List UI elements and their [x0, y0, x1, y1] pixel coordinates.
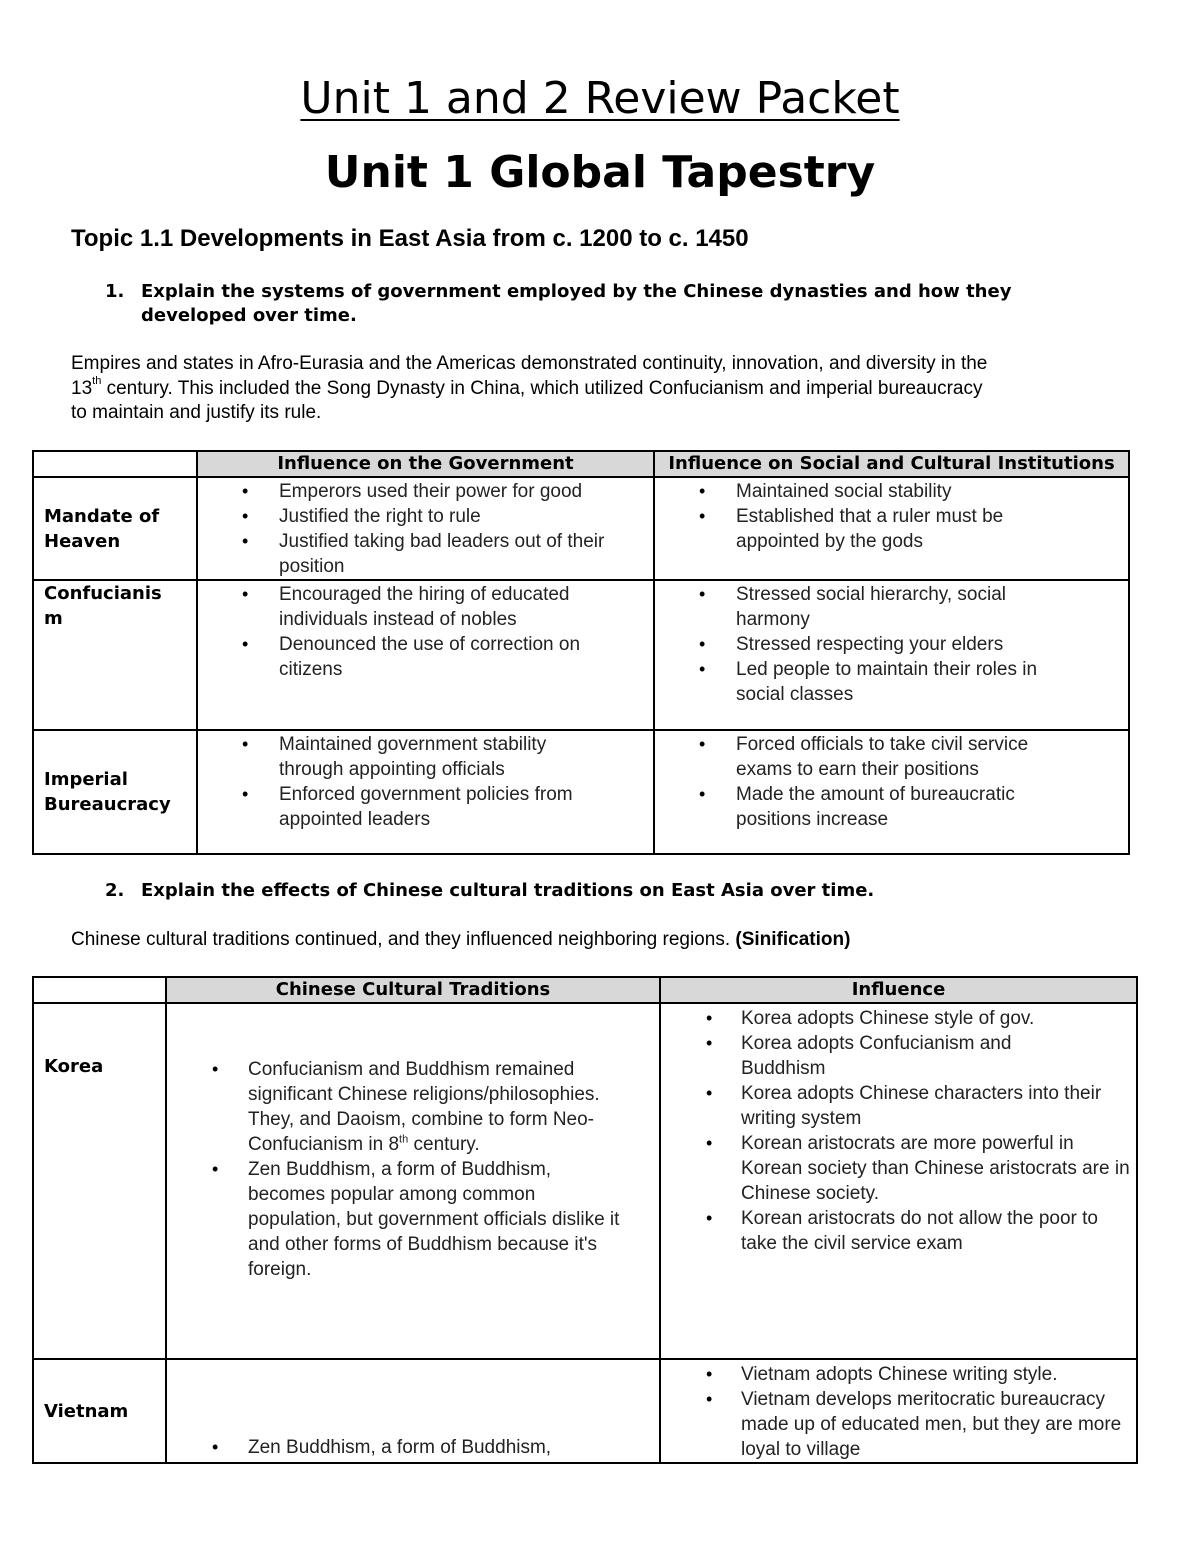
row-label: Mandate of Heaven	[33, 477, 197, 580]
header-cell: Influence on Social and Cultural Institutions	[654, 451, 1129, 477]
table-header-row	[33, 977, 1137, 1003]
list-item: • Korea adopts Chinese style of gov.	[661, 1006, 1136, 1031]
list-item: • Zen Buddhism, a form of Buddhism,	[167, 1435, 659, 1460]
question-text: Explain the effects of Chinese cultural traditions on East Asia over time.	[141, 880, 875, 901]
intro-line: to maintain and justify its rule.	[71, 402, 322, 423]
table-row	[33, 477, 1129, 580]
list-item: • Forced officials to take civil service exams to earn their positions	[655, 732, 1128, 782]
gov-cell	[197, 580, 654, 730]
table-row	[33, 580, 1129, 730]
traditions-cell	[166, 1359, 660, 1463]
list-item: • Encouraged the hiring of educated individuals instead of nobles	[198, 582, 653, 632]
intro-line: 13th century. This included the Song Dynasty in China, which utilized Confucianism and imperial bureaucracy	[71, 375, 983, 399]
list-item: • Established that a ruler must be appointed by the gods	[655, 504, 1128, 554]
header-cell: Chinese Cultural Traditions	[166, 977, 660, 1003]
intro-paragraph-2: Chinese cultural traditions continued, and they influenced neighboring regions. (Sinification)	[71, 929, 851, 950]
row-label: Imperial Bureaucracy	[33, 730, 197, 854]
list-item: • Maintained social stability	[655, 479, 1128, 504]
list-item: • Stressed social hierarchy, social harmony	[655, 582, 1128, 632]
list-item: • Enforced government policies from appointed leaders	[198, 782, 653, 832]
list-item: • Korean aristocrats do not allow the poor to take the civil service exam	[661, 1206, 1136, 1256]
question-text-line2: developed over time.	[141, 305, 357, 326]
header-cell	[33, 977, 166, 1003]
traditions-cell	[166, 1003, 660, 1359]
row-label: Vietnam	[33, 1359, 166, 1463]
header-cell: Influence on the Government	[197, 451, 654, 477]
list-item: • Korea adopts Chinese characters into their writing system	[661, 1081, 1136, 1131]
question-1	[105, 280, 1105, 330]
intro-paragraph-1	[71, 352, 1131, 426]
cultural-traditions-table	[32, 976, 1138, 1464]
list-item: • Made the amount of bureaucratic positions increase	[655, 782, 1128, 832]
list-item: • Justified the right to rule	[198, 504, 653, 529]
table-row	[33, 730, 1129, 854]
list-item: • Zen Buddhism, a form of Buddhism, becomes popular among common population, but government officials dislike it and other forms of Buddhism because it's foreign.	[167, 1157, 659, 1282]
list-item: • Vietnam adopts Chinese writing style.	[661, 1362, 1136, 1387]
list-item: • Stressed respecting your elders	[655, 632, 1128, 657]
list-item: • Korean aristocrats are more powerful in Korean society than Chinese aristocrats are in Chinese society.	[661, 1131, 1136, 1206]
unit-title: Unit 1 Global Tapestry	[324, 147, 876, 198]
header-cell	[33, 451, 197, 477]
list-item: • Maintained government stability through appointing officials	[198, 732, 653, 782]
question-2	[105, 879, 1105, 905]
question-number: 2.	[105, 880, 125, 901]
gov-cell	[197, 730, 654, 854]
gov-cell	[197, 477, 654, 580]
intro-line: Empires and states in Afro-Eurasia and the Americas demonstrated continuity, innovation, and diversity in the	[71, 353, 988, 374]
list-item: • Vietnam develops meritocratic bureaucracy made up of educated men, but they are more loyal to village	[661, 1387, 1136, 1462]
social-cell	[654, 580, 1129, 730]
influence-cell	[660, 1003, 1137, 1359]
list-item: • Denounced the use of correction on citizens	[198, 632, 653, 682]
list-item: • Led people to maintain their roles in social classes	[655, 657, 1128, 707]
table-header-row	[33, 451, 1129, 477]
row-label: Korea	[33, 1003, 166, 1359]
influence-cell	[660, 1359, 1137, 1463]
list-item: • Justified taking bad leaders out of their position	[198, 529, 653, 579]
header-cell: Influence	[660, 977, 1137, 1003]
social-cell	[654, 477, 1129, 580]
list-item: • Emperors used their power for good	[198, 479, 653, 504]
question-number: 1.	[105, 281, 125, 302]
list-item: • Confucianism and Buddhism remained significant Chinese religions/philosophies. They, and Daoism, combine to form Neo-Confucianism in 8th century.	[167, 1057, 659, 1157]
row-label: Confucianis m	[33, 580, 197, 730]
packet-title: Unit 1 and 2 Review Packet	[300, 73, 900, 124]
question-text-line1: Explain the systems of government employed by the Chinese dynasties and how they	[141, 281, 1012, 302]
table-row	[33, 1003, 1137, 1359]
government-influence-table	[32, 450, 1130, 855]
topic-heading: Topic 1.1 Developments in East Asia from c. 1200 to c. 1450	[71, 225, 749, 252]
list-item: • Korea adopts Confucianism and Buddhism	[661, 1031, 1136, 1081]
social-cell	[654, 730, 1129, 854]
table-row	[33, 1359, 1137, 1463]
